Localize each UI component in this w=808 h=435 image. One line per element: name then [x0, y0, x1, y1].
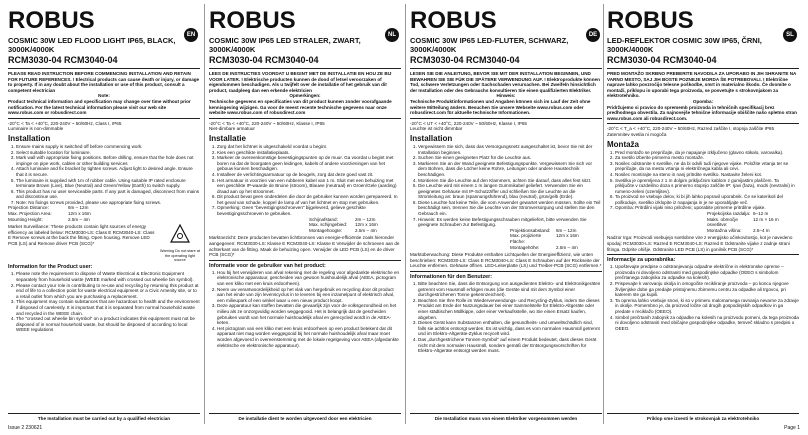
warning-text: PLEASE READ INSTRUCTION BEFORE COMMENCING INSTALLATION AND RETAIN FOR FUTURE REFERENCES. ! Electrical products can cause death or injury, or damage to property. If in any doubt about the installation or use of this product, consult a competent electrician: [8, 71, 200, 93]
list-item: 3. Nosilec odstranite s svetilke, ne da bi odvili tudi njegove vijake. Položite vrtanja ter se prepričajte, da na mestu vrtanja ni električnega kabla ali cevi.: [615, 161, 799, 172]
list-item: 5. The luminaire is supplied with 1m of rubber cable. Using suitable IP rated enclosure terminate Brown (Live), Blue (Neutral) and Green/Yellow (Earth) to switch supply.: [16, 178, 200, 189]
column-de: [410, 4, 602, 422]
product-codes: RCM3030-04 RCM3040-04: [607, 55, 717, 65]
product-title: LED-REFLEKTOR COSMIC 30W IP65, ČRNI, 3000K/4000K: [607, 36, 762, 54]
installation-heading: Installation: [410, 133, 453, 143]
product-codes: RCM3030-04 RCM3040-04: [209, 55, 319, 65]
brand-logo: ROBUS: [209, 7, 296, 34]
spec-value: 12m x 16m: [556, 233, 579, 239]
spec-label: Montagehoogte:: [309, 227, 343, 233]
list-item: 2. Select suitable location for luminaire.: [16, 150, 200, 156]
page-number: Page 1: [784, 425, 800, 431]
product-title: COSMIC 30W LED FLOOD LIGHT IP65, BLACK, 3000K/4000K: [8, 36, 176, 54]
language-badge: EN: [184, 28, 198, 42]
list-item: 1. Hou bij het verwijderen van afval rekening met de regeling voor afgedankte elektrische en elektronische apparatuur, gescheiden van gewoon huishoudelijk afval (AEEA, pictogram van een kliko met een kruis erdoorheen).: [217, 270, 401, 287]
installation-steps: [8, 144, 200, 206]
list-item: 5. Svetilka je opremljena z 1 m dolgim priključnim kablom z gumijastim plaščem. Ta priključite v razdelilno doza s primerno stopnjo zaščite IP: rjavi (faza), modri (nevtralni) in rumeno-zeleni (ozemljitev).: [615, 178, 799, 195]
list-item: 2. Beachten Sie Ihre Rolle im Wiederverwendungs- und Recycling-Zyklus, indem Sie dieses Produkt am Ende der Nutzungsdauer bei einer Sammelstelle für Elektro-Altgeräte oder einer städtischen Müllkippe, oder einer Verkaufsstelle, wo Sie einen Ersatz kaufen, abgeben.: [418, 298, 602, 320]
issue-number: Issue 2 230621: [8, 425, 43, 431]
list-item: 3. Mark wall with appropriate fixing positions. Before drilling, ensure that the hole does not impinge on pipe work, cables or other building services: [16, 155, 200, 166]
brand-logo: ROBUS: [410, 7, 497, 34]
brand-logo: ROBUS: [607, 7, 694, 34]
note-label: Note:: [98, 93, 110, 99]
list-item: 3. Deze apparatuur kan stoffen bevatten die gevaarlijk zijn voor de volksgezondheid en het milieu als ze onzorgvuldig worden weggegooid. Het is belangrijk dat de gescheiden gebruiken wordt van het normale huishoudelijk afval en gerecycled wordt in de AEEA-keten.: [217, 303, 401, 325]
spec-label: Max. Projection Area:: [8, 211, 52, 217]
column-en: [8, 4, 200, 422]
list-item: 2. Za svetilo izberite primerno mesto montaže.: [615, 155, 799, 161]
installation-heading: Installatie: [209, 133, 246, 143]
list-item: 2. Please contact your role in contributing to re-use and recycling by returning this product at end of life to a collection point for waste electrical equipment or a Civic Amenity site, or to a retail outlet from which you are purchasing a replacement.: [16, 283, 200, 300]
note-label: Opomba:: [692, 98, 714, 104]
column-sl: [607, 4, 799, 422]
specs-table: [309, 217, 401, 234]
footer-note: The Installation must be carried out by a qualified electrician: [8, 413, 200, 422]
note-text: Technische gegevens en specificaties van dit product kunnen zonder voorafgaande kennisgeving wijzigen. Ga voor de meest recente technische gegevens naar onze website www.robus.com of robusdirect.com: [209, 98, 392, 116]
product-codes: RCM3030-04 RCM3040-04: [8, 55, 118, 65]
list-item: 4. Installeer de verlichtingsarmatuur op de beugels, zorg dat deze goed vast zit.: [217, 172, 401, 178]
info-list: [607, 264, 799, 331]
spec-label: Max. projizierte Fläche:: [510, 233, 542, 245]
language-badge: NL: [385, 28, 399, 42]
spec-label: Montažna višina:: [707, 227, 742, 233]
spec-value: 12m x 16m: [68, 211, 91, 217]
spec-line: -20°C < UT < +40°C, 220-240V ~ 50/60Hz, Klasse I, IP65: [410, 120, 527, 126]
market-surveillance-text: Marktüberwachung: Diese Produkte enthalten Lichtquellen der Energieeffizienz, wie unten beschrieben: RCM3030-LS: Class E RCM3040-LS: Class E Schrauben auf der Rückseite der Leuchte entfernen. Gehäuse öffnen. LED-Leiterplatte (LS) und Treiber-PCB (SCG) entfernen.*: [410, 252, 602, 269]
list-item: 3. Markieren Sie an der Wand geeignete Befestigungspunkte. Vergewissern Sie sich vor dem Bohren, dass die Löcher keine Rohre, Leitungen oder andere Haustechnik beschädigen.: [418, 161, 602, 178]
spec-value: 12m x 16m: [355, 222, 378, 228]
note-text: Product technical information and specification may change over time without prior notification. For the latest technical information please visit our web site www.robus.com or robusdirect.com: [8, 98, 191, 116]
footer-note: De installatie dient te worden uitgevoerd door een elektricien: [209, 413, 401, 422]
info-list: [8, 271, 200, 333]
list-item: 1. Upoštevajte predpise o odstranjevanju odpadne električne in elektronske opreme – proizvoda ni dovoljeno odstraniti med gospodinjske odpadke (OEEO s simbolom prečrtanega zabojnika za odpadke na kolesih).: [615, 264, 799, 281]
info-list: [209, 270, 401, 348]
product-title: COSMIC 30W IP65 LED-FLUTER, SCHWARZ, 3000K/4000K: [410, 36, 569, 54]
spec-label: Maks. območje osvetlitve:: [707, 216, 738, 228]
specs-table: [510, 228, 602, 250]
warning-caption: Warning Do not stare at the operating light source: [160, 249, 200, 263]
list-item: 6. Diese Leuchte hat keine Teile, die vom Anwender gewartet werden müssen. Sollte ein Teil beschädigt sein, trennen Sie die Leuchte von der Stromversorgung und stellen Sie den Gebrauch ein.: [418, 200, 602, 217]
list-item: 5. Het armatuur is voorzien van een rubberen kabel van 1 m. Sluit met een behuizing met een geschikte IP-waarde de Bruine (stroom), Blauwe (neutraal) en Groen/Gele (aarding) draad aan op het stroomnet.: [217, 178, 401, 195]
list-item: 4. Attach luminaire and fix bracket by tighten screws. Adjust light to desired angle. Ensure that it is secure.: [16, 166, 200, 177]
spec-value: 2.5m – 4m: [68, 216, 90, 222]
spec-line-2: Luminaire is non-dimmable: [8, 126, 64, 132]
list-item: 6. Dit product bevat geen onderdelen die door de gebruiker kunnen worden gerepareerd. In het geval van schade, koppel de lamp af van het lichtnet en stop met gebruiken.: [217, 194, 401, 205]
spec-value: 2.5m – 4m: [355, 227, 377, 233]
spec-label: Projection Distance:: [8, 205, 49, 211]
market-surveillance-text: Marktoezicht: Deze producten bevatten lichtbronnen van energie-efficiëntie zoals hieronder aangegeven: RCM3030-LS: Klasse E RCM3040-LS: Klasse E Verwijder de schroeven aan de achterkant van de fitting. Maak de behuizing open. Verwijder de LED PCB (LS) en de driver PCB (SCG)*: [209, 235, 400, 258]
spec-value: 2.5–4 m: [753, 227, 770, 233]
info-heading: Informatie voor de gebruiker van het product:: [209, 262, 326, 269]
footer-note: Die Installation muss von einem Elektriker vorgenommen werden: [410, 413, 602, 422]
list-item: 2. Kies een geschikte installatieplaats.: [217, 150, 401, 156]
list-item: 1. Vergewissern Sie sich, dass das Versorgungsnetz ausgeschaltet ist, bevor Sie mit der Installation beginnen.: [418, 144, 602, 155]
note-label: Hinweis:: [496, 93, 516, 99]
specs-table: [707, 211, 799, 233]
installation-heading: Installation: [8, 133, 51, 143]
warning-eye-icon: [170, 224, 190, 244]
info-heading: Information for the Product user:: [8, 264, 93, 271]
language-badge: DE: [586, 28, 600, 42]
list-item: 6. This product has no user serviceable parts. If any part is damaged, disconnect from mains and discontinue use.: [16, 189, 200, 200]
brand-logo: ROBUS: [8, 7, 95, 34]
product-codes: RCM3030-04 RCM3040-04: [410, 55, 520, 65]
list-item: 1. Please note the requirement to dispose of Waste Electrical & Electronic Equipment separately from household waste (WEEE marked with crossed out wheelie bin symbol).: [16, 271, 200, 282]
list-item: 5. Die Leuchte wird mit einem 1 m langen Gummikabel geliefert. Verwenden Sie ein geeignetes Gehäuse mit IP-Schutzziffer und schließen Sie die Leuchte an die Stromleitung an: braun (spannungsführend), blau (neutral), grün/gelb (Erde).: [418, 183, 602, 200]
list-item: 3. Dieses Gerät kann Substanzen enthalten, die gesundheits- und umweltschädlich sind, falls sie achtlos entsorgt werden. Es ist wichtig, dass es vom normalen Hausmüll getrennt und im Elektro-Altgeräte-Zyklus recycelt wird.: [418, 320, 602, 337]
specs-table: [8, 205, 128, 222]
list-item: 2. Suchen Sie einen geeigneten Platz für die Leuchte aus.: [418, 155, 602, 161]
spec-label: Mounting Height:: [8, 216, 43, 222]
warning-text: LEES DE INSTRUCTIES VOORDAT U BEGINT MET DE INSTALLATIE EN HOU ZE BIJ VOOR LATER. ! Elektrische producten kunnen de dood of letsel veroorzaken of eigendommen beschadigen. Als u twijfelt over de installatie of het gebruik van dit product, raadpleeg dan een erkende elektricien: [209, 71, 392, 93]
installation-heading: Montaža: [607, 139, 639, 149]
note-label: Opmerkingen:: [289, 93, 321, 99]
list-item: 4. Simbol prečrtanih zabojnik za odpadke na kolesih na proizvodu pomeni, da tega proizvoda ni dovoljeno odstraniti med običajne gospodinjske odpadke, temveč skladno s predpisi o OEEO.: [615, 315, 799, 332]
spec-value: 12 m × 16 m: [753, 216, 779, 222]
page-footer: [0, 424, 808, 435]
warning-text: PRED MONTAŽO SKRBNO PREBERITE NAVODILA ZA UPORABO IN JIH SHRANITE NA VARNO MESTO, SAJ JIH BOSTE POZNEJE MORDA ŠE POTREBOVALI. ! Električne naprave lahko povzročijo telesne poškodbe, smrt in materialno škodo. Če dvomite o montaži, priklopu in uporabi tega proizvoda, se posvetujte s strokovnjakom za elektrotehniko.: [607, 71, 797, 99]
market-surveillance-text: Market Surveillance: These products contain light sources of energy efficiency as labeled below: RCM3030-LS: Class E RCM3040-LS: Class E Remove screws at the back the fitting. Open housing. Remove LED PCB (LS) and Remove driver PCB (SCG)*: [8, 224, 155, 247]
list-item: 4. Nosilec montirajte na steno in nanj pritrdite svetilko. Nastavite želeni kot.: [615, 172, 799, 178]
spec-line-2: Leuchte ist nicht dimmbar: [410, 126, 463, 132]
list-item: 3. This equipment may contain substances that are hazardous to health and the environment if disposed of carelessly. It is important that it is separated from normal household waste and recycled in the WEEE chain.: [16, 299, 200, 316]
list-item: 1. Zorg dat het lichtnet is uitgeschakeld voordat u begint.: [217, 144, 401, 150]
spec-line: -20°C < Ta < +40°C, 220-240V ~ 50/60Hz, Klasse I, IP65: [209, 120, 325, 126]
note-text: Pridržujemo si pravico do sprememb proizvoda in tehničnih specifikacij brez predhodnega obvestila. Za najnovejše tehnične informacije obiščite našo spletno stran www.robus.com ali robusdirect.com.: [607, 104, 797, 121]
spec-value: 6–12 m: [753, 211, 769, 217]
column-nl: [209, 4, 401, 422]
spec-value: 6m – 12m: [68, 205, 89, 211]
list-item: 7. Opmerking: Geen "bevestigingsschroeven" bijgeleverd, gelieve geschikte bevestigingsschroeven te gebruiken.: [217, 205, 401, 216]
installation-steps: [410, 144, 602, 228]
list-item: 1. Ensure mains supply is switched off before commencing work.: [16, 144, 200, 150]
note-text: Technische Produktinformationen und Angaben können sich im Lauf der Zeit ohne weitere Mitteilung ändern. Besuchen Sie unsere Webseite www.robus.com oder robusdirect.com für aktuelle technische Informationen.: [410, 98, 591, 116]
list-item: 4. The "crossed out wheelie bin symbol" on a product indicates this equipment must not be disposed of in normal household waste, but should be disposed of according to local WEEE regulations: [16, 316, 200, 333]
list-item: 4. Montieren Sie die Leuchte auf den Klammern, achten Sie darauf, dass alles fest sitzt.: [418, 178, 602, 184]
info-heading: Informacije za uporabnika:: [607, 257, 676, 264]
spec-label: Schijnafstand:: [309, 216, 338, 222]
spec-value: 6m – 12m: [556, 227, 577, 233]
spec-line: -20°C < T_a < +40°C, 220-240V ~ 50/60Hz, Razred zaščite I, stopnja zaščite IP65: [607, 126, 775, 132]
spec-value: 2m – 12m: [355, 216, 376, 222]
spec-label: Montagehöhe:: [510, 244, 540, 250]
installation-steps: [209, 144, 401, 217]
list-item: 2. Neem uw verantwoordelijkheid op het vlak van hergebruik en recycling door dit product aan het einde van zijn levenscyclus in te leveren bij een inzamelpunt of elektrisch afval, een milieupark of een winkel waar u een nieuw product koopt.: [217, 287, 401, 304]
list-item: 4. Das „durchgestrichene Tonnen-Symbol" auf einem Produkt bedeutet, dass dieses Gerät nicht mit dem normalen Hausmüll, sondern gemäß der Entsorgungsvorschriften für Elektro-Altgeräte entsorgt werden muss.: [418, 337, 602, 354]
list-item: 7. Note: No fixings screws provided, please use appropriate fixing screws.: [16, 200, 200, 206]
list-item: 7. Hinweis: Es werden keine Befestigungsschrauben mitgeliefert, bitte verwenden Sie geeignete Schrauben zur Befestigung.: [418, 217, 602, 228]
list-item: 1. Bitte beachten Sie, dass die Entsorgung von ausgedienten Elektro- und Elektronikgeräten getrennt vom Hausmüll erfolgen muss (die Geräte sind mit dem Symbol einer durchgestrichenen Tonne gekennzeichnet).: [418, 281, 602, 298]
spec-line: -20°C < Ta < +40°C, 220-240V ~ 50/60Hz, Class I, IP65: [8, 120, 122, 126]
spec-value: 2.5m – 4m: [556, 244, 578, 250]
product-title: COSMIC 30W IP65 LED STRALER, ZWART, 3000K/4000K: [209, 36, 361, 54]
list-item: 4. Het pictogram van een kliko met een kruis erdoorheen op een product betekent dat dit apparaat niet mag worden weggegooid bij het normale huishoudelijk afval maar moet worden afgevoerd in overeenstemming met de lokale regelgeving voor AEEA (afgedankte elektrische en elektronische apparatuur).: [217, 326, 401, 348]
market-surveillance-text: Nadzor trga: Proizvodi vsebujejo svetlobne vire z energijsko učinkovitostjo, kot je navedeno spodaj: RCM3030-LS: Razred E RCM3040-LS: Razred E Odstranite vijake z zadnje strani fitinga. Odprite ohišje. Odstranite LED PCB (LS) in gonilnik PCB (SCG)*: [607, 235, 793, 252]
spec-label: Max. schijngebied:: [309, 222, 348, 228]
list-item: 1. Pred montažo se prepričajte, da je napajanje izključeno (glavno stikalo, varovalka).: [615, 150, 799, 156]
spec-line-2: Zatemnitev svetila ni mogoča: [607, 131, 667, 137]
list-item: 6. Ta proizvod ne vsebuje delov, ki bi jih lahko popravil uporabnik. Če se katerikoli del poškoduje, svetilko izklopite iz napajanja in je ne uporabljajte več.: [615, 194, 799, 205]
list-item: 3. Markeer de overeenkomstige bevestigingspunten op de muur. Ga voordat u begint met boren na dat de boorgaten geen leidingen, kabels of andere voorzieningen van het gebouw kunnen beschadigen.: [217, 155, 401, 172]
language-badge: SL: [783, 28, 797, 42]
spec-label: Projektionsabstand:: [510, 227, 551, 233]
warning-text: LESEN SIE DIE ANLEITUNG, BEVOR SIE MIT DER INSTALLATION BEGINNEN, UND BEWAHREN SIE SIE FÜR DIE SPÄTERE VERWENDUNG AUF. ! Elektroprodukte können Tod, schwere Verletzungen oder Sachschaden verursachen. Bei Zweifeln hinsichtlich der Installation oder des Gebrauchs konsultieren Sie einen qualifizierten Elektriker.: [410, 71, 600, 93]
installation-steps: [607, 150, 799, 212]
info-heading: Informationen für den Benutzer:: [410, 274, 493, 280]
spec-line-2: Niet-dimbare armatuur: [209, 126, 255, 132]
list-item: 3. Ta oprema lahko vsebuje snovi, ki so v primeru malomarnega ravnanja nevarne za zdravje in okolje. Pomembno je, da proizvod ločite od drugih gospodinjskih odpadkov in ga predate v reciklažo (OEEO).: [615, 298, 799, 315]
info-list: [410, 281, 602, 354]
footer-note: Priklop sme izvesti le strokovnjak za elektrotehniko: [607, 413, 799, 422]
spec-label: Projekcijska razdalja:: [707, 211, 751, 217]
list-item: 7. Opomba: Pritrdilni vijaki niso priloženi; uporabite primerne pritrdilne vijake.: [615, 205, 799, 211]
list-item: 2. Prispevajte k varovanju okolja in omogočite recikliranje proizvoda – po koncu njegove življenjske dobe ga predajte pristojnemu zbirnemu centru za odpadke ali trgovcu, pri katerem ste ga kupili.: [615, 281, 799, 298]
